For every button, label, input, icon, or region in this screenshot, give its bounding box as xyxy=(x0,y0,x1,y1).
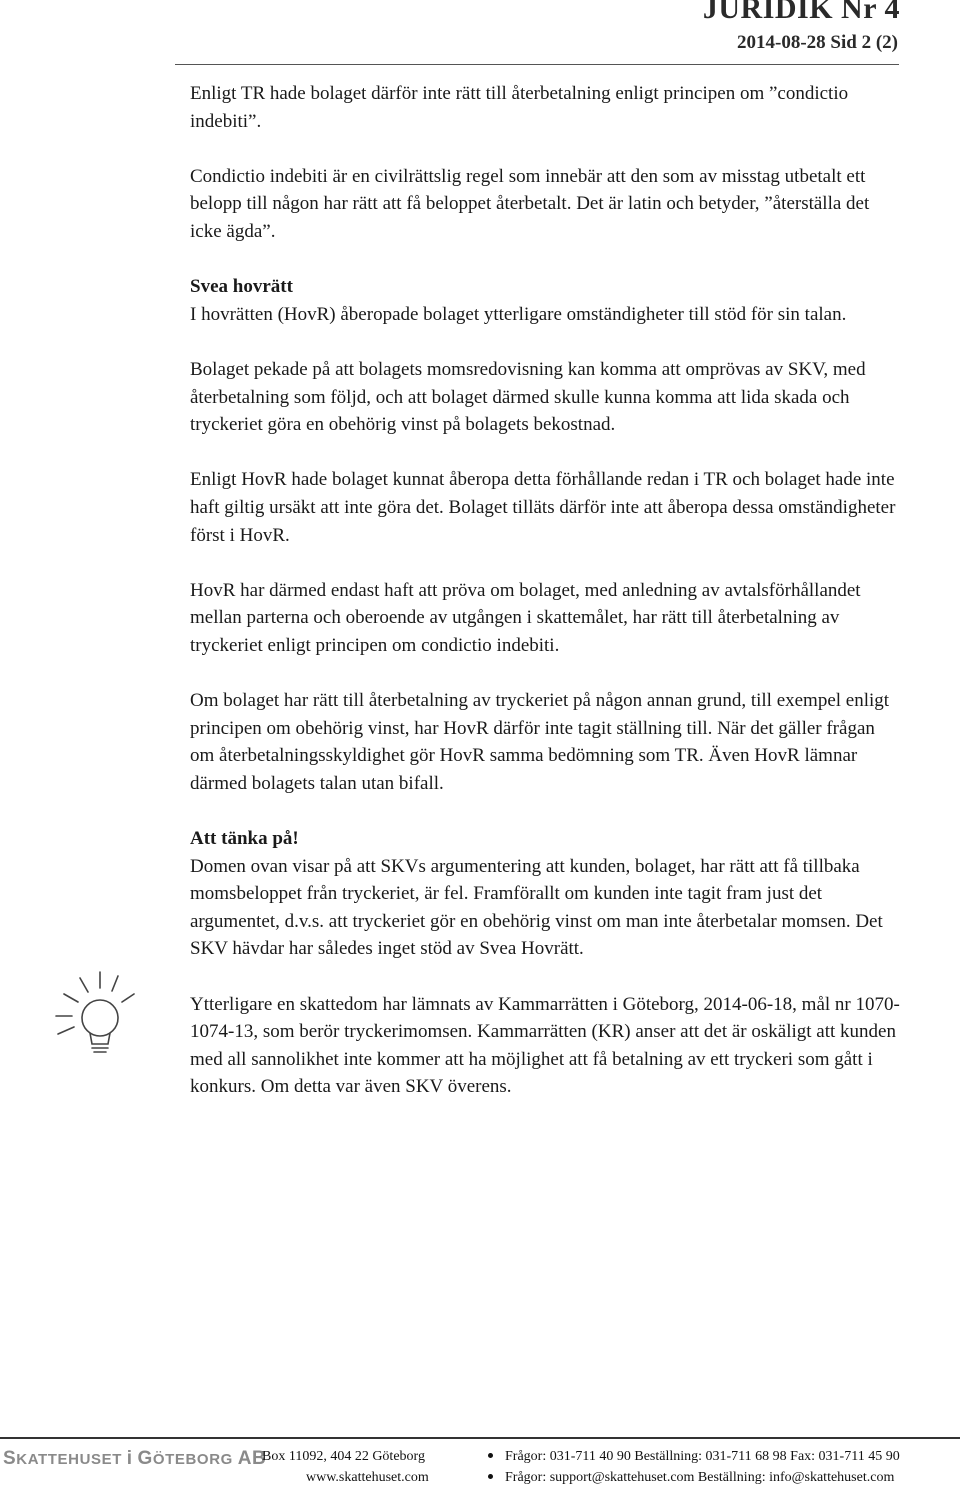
paragraph: Om bolaget har rätt till återbetalning av tryckeriet på någon annan grund, till exempel enligt principen om obehörig vinst, har HovR därför inte tagit ställning till. När det gäller frågan om återbetalningsskyldighet gör HovR samma bedömning som TR. Även HovR lämnar därmed bolagets talan utan bifall. xyxy=(190,690,890,794)
company-website: www.skattehuset.com xyxy=(306,1470,429,1485)
paragraph-text: Domen ovan visar på att SKVs argumentering att kunden, bolaget, har rätt att få tillbaka momsbeloppet från tryckeriet, är fel. Framförallt om kunden inte tagit fram just det argumentet, d.v.s. att tryckeriet gör en obehörig vinst om man inte återbetalar momsen. Det SKV hävdar har således inget stöd av Svea Hovrätt. xyxy=(190,855,883,960)
footer-divider xyxy=(0,1437,960,1439)
paragraph: HovR har därmed endast haft att pröva om bolaget, med anledning av avtalsförhållandet mellan parterna och oberoende av utgången i skattemålet, har rätt till återbetalning av tryckeriet enligt principen om condictio indebiti. xyxy=(190,579,861,656)
paragraph: Enligt TR hade bolaget därför inte rätt till återbetalning enligt principen om ”condictio indebiti”. xyxy=(190,83,849,132)
company-address: Box 11092, 404 22 Göteborg xyxy=(262,1449,425,1464)
section-svea-hovratt xyxy=(190,273,902,328)
paragraph: Bolaget pekade på att bolagets momsredovisning kan komma att omprövas av SKV, med återbetalning som följd, och att bolaget därmed skulle kunna komma att lida skada och tryckeriet göra en obehörig vinst på bolagets bekostnad. xyxy=(190,358,866,436)
company-name: SKATTEHUSET i GÖTEBORG AB xyxy=(3,1448,267,1469)
paragraph: Ytterligare en skattedom har lämnats av Kammarrätten i Göteborg, 2014-06-18, mål nr 1070-1074-13, som berör tryckerimomsen. Kammarrätten (KR) anser att det är oskäligt att kunden med all sannolikhet inte kommer att ha möjlighet att få betalning av ett tryckeri som gått i konkurs. Om detta var även SKV överens. xyxy=(190,993,900,1098)
lightbulb-icon xyxy=(38,964,138,1064)
contact-phone-line: Frågor: 031-711 40 90 Beställning: 031-711 68 98 Fax: 031-711 45 90 xyxy=(488,1449,900,1465)
bullet-icon xyxy=(488,1474,493,1479)
page-footer xyxy=(0,1447,960,1489)
section-att-tanka-pa xyxy=(190,825,902,963)
paragraph: Condictio indebiti är en civilrättslig regel som innebär att den som av misstag utbetalt ett belopp till någon har rätt att få beloppet återbetalt. Det är latin och betyder, ”återställa det icke ägda”. xyxy=(190,165,870,242)
header-divider xyxy=(175,64,899,65)
bullet-icon xyxy=(488,1453,493,1458)
section-heading: Att tänka på! xyxy=(190,828,299,850)
document-body xyxy=(190,80,902,1129)
paragraph-text: I hovrätten (HovR) åberopade bolaget ytterligare omständigheter till stöd för sin talan. xyxy=(190,303,847,325)
document-title: JURIDIK Nr 4 xyxy=(702,0,900,25)
section-heading: Svea hovrätt xyxy=(190,276,293,298)
contact-email-line: Frågor: support@skattehuset.com Beställning: info@skattehuset.com xyxy=(488,1470,894,1486)
date-page-number: 2014-08-28 Sid 2 (2) xyxy=(737,32,898,53)
paragraph: Enligt HovR hade bolaget kunnat åberopa detta förhållande redan i TR och bolaget hade inte haft giltig ursäkt att inte göra det. Bolaget tilläts därför inte att åberopa dessa omständigheter först i HovR. xyxy=(190,469,896,546)
